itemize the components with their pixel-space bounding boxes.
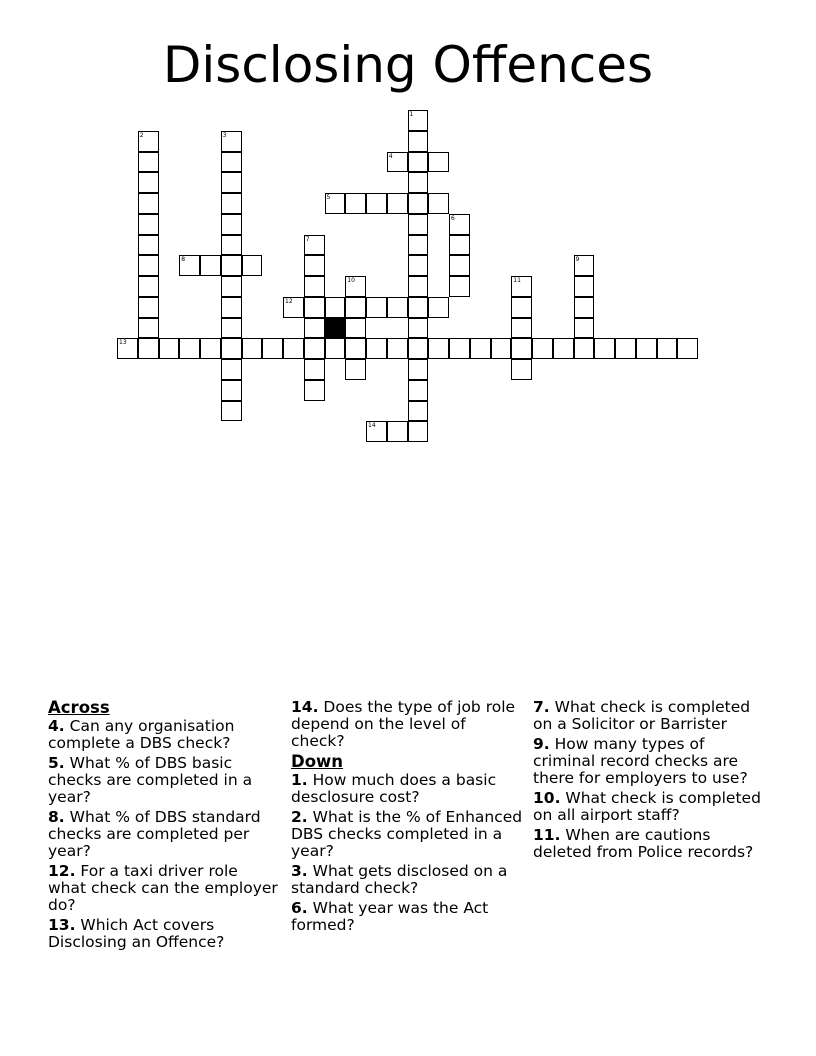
clue-text: Does the type of job role depend on the level of check?: [291, 698, 516, 750]
grid-cell[interactable]: [408, 152, 429, 173]
grid-cell[interactable]: [408, 297, 429, 318]
grid-cell[interactable]: [574, 318, 595, 339]
clue-text: What check is completed on a Solicitor or Barrister: [533, 698, 751, 733]
grid-cell[interactable]: [470, 338, 491, 359]
grid-cell[interactable]: [159, 338, 180, 359]
cell-number: 3: [222, 131, 227, 139]
cell-number: 12: [285, 297, 293, 305]
grid-cell[interactable]: [387, 193, 408, 214]
grid-cell[interactable]: [304, 297, 325, 318]
clue-text: What gets disclosed on a standard check?: [291, 862, 508, 897]
grid-cell[interactable]: [221, 193, 242, 214]
grid-cell[interactable]: [428, 152, 449, 173]
grid-cell[interactable]: [428, 193, 449, 214]
grid-cell[interactable]: [304, 380, 325, 401]
cell-number: 13: [119, 339, 127, 347]
cell-number: 10: [347, 277, 355, 284]
cell-number: 8: [181, 256, 186, 264]
clue-text: What check is completed on all airport staff?: [533, 789, 761, 824]
grid-cell[interactable]: [138, 338, 159, 359]
grid-cell[interactable]: [408, 214, 429, 235]
grid-cell[interactable]: [408, 172, 429, 193]
clue-across-14: [291, 699, 523, 750]
clue-number: 3.: [291, 862, 308, 880]
grid-cell[interactable]: [408, 235, 429, 256]
grid-cell[interactable]: [200, 338, 221, 359]
grid-cell[interactable]: [345, 297, 366, 318]
grid-cell[interactable]: [221, 255, 242, 276]
cell-number: 11: [513, 277, 521, 284]
clue-text: What % of DBS basic checks are completed in a year?: [48, 754, 253, 806]
clue-down-11: [533, 827, 765, 861]
cell-number: 7: [305, 235, 310, 243]
grid-cell[interactable]: [408, 276, 429, 297]
grid-cell[interactable]: [636, 338, 657, 359]
grid-cell[interactable]: [387, 152, 408, 173]
clue-across-12: [48, 863, 280, 914]
clue-down-6: [291, 900, 523, 934]
grid-cell[interactable]: [304, 318, 325, 339]
grid-cell[interactable]: [325, 297, 346, 318]
grid-cell[interactable]: [387, 338, 408, 359]
grid-cell[interactable]: [615, 338, 636, 359]
grid-cell[interactable]: [138, 152, 159, 173]
grid-cell[interactable]: [179, 338, 200, 359]
clues-column-2: [291, 699, 523, 937]
grid-cell[interactable]: [408, 318, 429, 339]
page-title: Disclosing Offences: [162, 36, 654, 94]
grid-cell[interactable]: [408, 380, 429, 401]
grid-cell[interactable]: [408, 110, 429, 131]
grid-cell[interactable]: [511, 276, 532, 297]
clue-down-3: [291, 863, 523, 897]
grid-cell[interactable]: [532, 338, 553, 359]
grid-cell[interactable]: [242, 338, 263, 359]
grid-cell[interactable]: [221, 172, 242, 193]
grid-cell[interactable]: [221, 380, 242, 401]
grid-cell[interactable]: [345, 193, 366, 214]
grid-cell[interactable]: [304, 359, 325, 380]
clue-text: How many types of criminal record checks are there for employers to use?: [533, 735, 748, 787]
clue-down-1: [291, 772, 523, 806]
grid-cell[interactable]: [138, 276, 159, 297]
grid-cell[interactable]: [179, 255, 200, 276]
clue-number: 7.: [533, 698, 550, 716]
grid-cell[interactable]: [366, 297, 387, 318]
grid-cell[interactable]: [657, 338, 678, 359]
clues-column-3: [533, 699, 765, 864]
grid-cell[interactable]: [283, 338, 304, 359]
grid-cell[interactable]: [449, 255, 470, 276]
clue-text: What year was the Act formed?: [291, 899, 489, 934]
grid-cell[interactable]: [345, 318, 366, 339]
clue-number: 8.: [48, 808, 65, 826]
grid-cell[interactable]: [574, 297, 595, 318]
cell-number: 9: [575, 256, 580, 264]
clue-down-10: [533, 790, 765, 824]
grid-cell[interactable]: [491, 338, 512, 359]
grid-cell[interactable]: [449, 338, 470, 359]
grid-cell[interactable]: [221, 235, 242, 256]
grid-cell[interactable]: [387, 421, 408, 442]
clue-text: How much does a basic desclosure cost?: [291, 771, 497, 806]
grid-cell[interactable]: [138, 214, 159, 235]
grid-cell[interactable]: [221, 318, 242, 339]
clue-text: Can any organisation complete a DBS check?: [48, 717, 235, 752]
clue-number: 13.: [48, 916, 76, 934]
grid-cell[interactable]: [511, 338, 532, 359]
grid-cell[interactable]: [574, 276, 595, 297]
grid-cell[interactable]: [553, 338, 574, 359]
grid-cell[interactable]: [511, 318, 532, 339]
across-heading: Across: [48, 698, 110, 717]
clue-number: 5.: [48, 754, 65, 772]
crossword-grid: [0, 0, 816, 460]
cell-number: 4: [388, 152, 393, 160]
grid-cell[interactable]: [408, 255, 429, 276]
cell-number: 14: [368, 422, 376, 430]
grid-cell[interactable]: [594, 338, 615, 359]
grid-cell[interactable]: [366, 421, 387, 442]
cell-number: 2: [139, 131, 144, 139]
grid-cell[interactable]: [428, 297, 449, 318]
grid-cell[interactable]: [574, 338, 595, 359]
clue-text: For a taxi driver role what check can the employer do?: [48, 862, 278, 914]
grid-cell[interactable]: [138, 318, 159, 339]
grid-cell[interactable]: [304, 255, 325, 276]
clue-number: 14.: [291, 698, 319, 716]
grid-cell[interactable]: [221, 276, 242, 297]
clue-text: Which Act covers Disclosing an Offence?: [48, 916, 225, 951]
clue-number: 2.: [291, 808, 308, 826]
cell-number: 6: [451, 214, 455, 222]
grid-cell[interactable]: [345, 359, 366, 380]
grid-cell[interactable]: [304, 338, 325, 359]
grid-cell[interactable]: [408, 338, 429, 359]
grid-cell[interactable]: [138, 131, 159, 152]
grid-cell[interactable]: [408, 421, 429, 442]
clues-column-1: [48, 699, 280, 954]
grid-cell[interactable]: [262, 338, 283, 359]
grid-cell[interactable]: [428, 338, 449, 359]
clue-across-5: [48, 755, 280, 806]
cell-number: 5: [326, 194, 331, 201]
clue-across-8: [48, 809, 280, 860]
grid-cell[interactable]: [304, 276, 325, 297]
clue-number: 4.: [48, 717, 65, 735]
clue-text: What is the % of Enhanced DBS checks completed in a year?: [291, 808, 523, 860]
grid-cell[interactable]: [449, 235, 470, 256]
cell-number: 1: [409, 111, 414, 118]
grid-cell[interactable]: [304, 235, 325, 256]
grid-cell[interactable]: [449, 214, 470, 235]
grid-cell-blocked: [325, 318, 346, 339]
down-heading: Down: [291, 752, 344, 771]
grid-cell[interactable]: [511, 297, 532, 318]
grid-cell[interactable]: [221, 297, 242, 318]
grid-cell[interactable]: [221, 152, 242, 173]
grid-cell[interactable]: [117, 338, 138, 359]
grid-cell[interactable]: [221, 131, 242, 152]
grid-cell[interactable]: [511, 359, 532, 380]
grid-cell[interactable]: [325, 193, 346, 214]
clue-number: 11.: [533, 826, 561, 844]
grid-cell[interactable]: [574, 255, 595, 276]
grid-cell[interactable]: [221, 359, 242, 380]
clue-number: 9.: [533, 735, 550, 753]
grid-cell[interactable]: [677, 338, 698, 359]
clue-number: 12.: [48, 862, 76, 880]
clue-across-13: [48, 917, 280, 951]
grid-cell[interactable]: [449, 276, 470, 297]
clue-down-9: [533, 736, 765, 787]
grid-cell[interactable]: [138, 297, 159, 318]
grid-cell[interactable]: [408, 359, 429, 380]
clue-number: 1.: [291, 771, 308, 789]
grid-cell[interactable]: [221, 401, 242, 422]
grid-cell[interactable]: [408, 401, 429, 422]
grid-cell[interactable]: [283, 297, 304, 318]
grid-cell[interactable]: [200, 255, 221, 276]
grid-cell[interactable]: [138, 235, 159, 256]
grid-cell[interactable]: [242, 255, 263, 276]
grid-cell[interactable]: [138, 193, 159, 214]
grid-cell[interactable]: [387, 297, 408, 318]
grid-cell[interactable]: [366, 193, 387, 214]
grid-cell[interactable]: [366, 338, 387, 359]
grid-cell[interactable]: [221, 338, 242, 359]
clue-text: When are cautions deleted from Police records?: [533, 826, 754, 861]
clue-text: What % of DBS standard checks are completed per year?: [48, 808, 261, 860]
clue-across-4: [48, 718, 280, 752]
grid-cell[interactable]: [138, 172, 159, 193]
clue-number: 10.: [533, 789, 561, 807]
grid-cell[interactable]: [408, 131, 429, 152]
grid-cell[interactable]: [138, 255, 159, 276]
clue-down-7: [533, 699, 765, 733]
grid-cell[interactable]: [408, 193, 429, 214]
clue-number: 6.: [291, 899, 308, 917]
grid-cell[interactable]: [345, 338, 366, 359]
grid-cell[interactable]: [345, 276, 366, 297]
grid-cell[interactable]: [221, 214, 242, 235]
clue-down-2: [291, 809, 523, 860]
grid-cell[interactable]: [325, 338, 346, 359]
